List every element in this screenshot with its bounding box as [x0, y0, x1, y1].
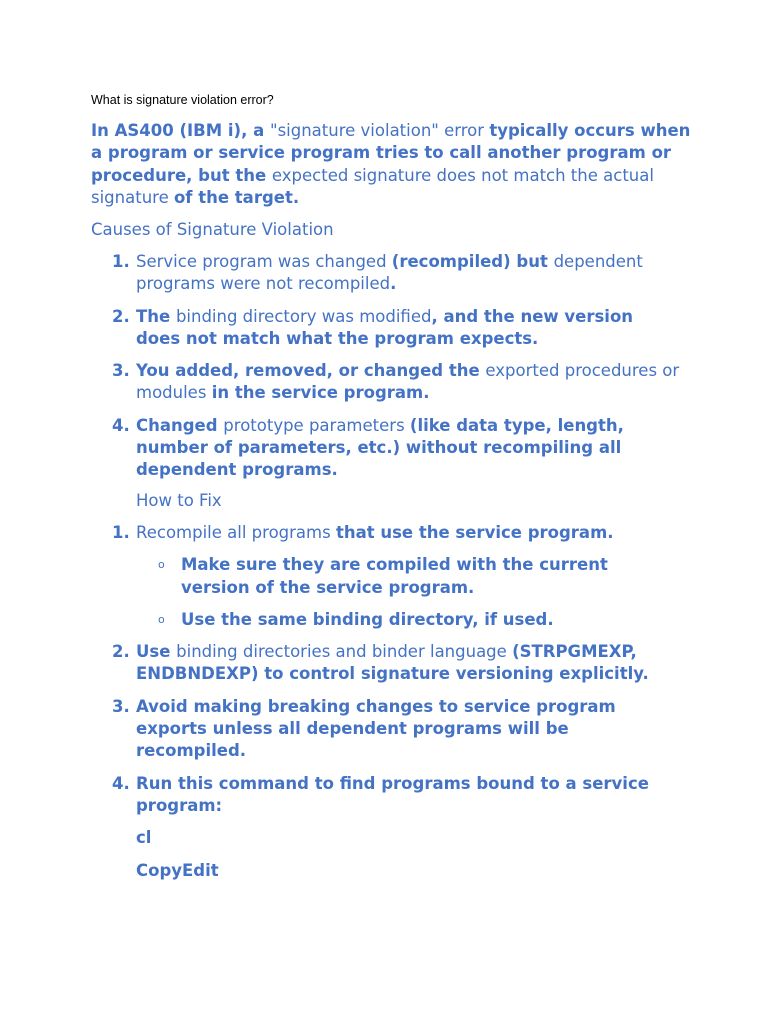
cause-3-text-b: exported procedures or modules [136, 361, 680, 403]
fix-4-text-a: Run this command to find programs bound to a service program: [136, 773, 649, 815]
fix-number-2: 2. [112, 642, 130, 662]
cause-item-3 [0, 360, 681, 405]
fix-1-subitem-1 [136, 554, 641, 599]
intro-text-1: "signature violation" error [269, 121, 490, 140]
intro-text-2: expected signature does not match the actual signature [91, 165, 654, 207]
cause-number-3: 3. [112, 361, 130, 381]
cause-2-text-c: , and the new version does not match what the program expects. [136, 306, 634, 348]
causes-heading: Causes of Signature Violation [91, 220, 334, 239]
fix-1-text-a: Recompile all programs [136, 523, 336, 542]
fix-2-text-b: binding directories and binder language [176, 642, 513, 662]
fix-number-1: 1. [112, 523, 130, 542]
cause-3-text-a: You added, removed, or changed the [136, 361, 486, 381]
cause-1-text-b: (recompiled) but [391, 252, 554, 271]
intro-bold-3: of the target. [173, 187, 300, 207]
fix-1-subitem-2-text: Use the same binding directory, if used. [181, 609, 554, 629]
fix-list [0, 522, 681, 882]
cause-item-2 [0, 306, 681, 351]
cause-3-text-c: in the service program. [211, 383, 430, 403]
fix-item-2 [0, 641, 681, 686]
cause-1-text-c: dependent programs were not recompiled [136, 252, 643, 294]
fix-item-1 [0, 522, 681, 631]
cause-2-text-b: binding directory was modified [175, 306, 432, 326]
cause-4-text-b: prototype parameters [223, 415, 410, 435]
cause-1-text-d: . [390, 274, 397, 294]
cause-item-1 [0, 251, 681, 296]
intro-paragraph [91, 120, 691, 209]
bullet-icon: o [158, 612, 165, 626]
cause-number-2: 2. [112, 306, 130, 326]
cause-number-1: 1. [112, 252, 130, 271]
causes-list [0, 251, 681, 492]
fix-1-sublist [136, 554, 681, 631]
cause-1-text-a: Service program was changed [136, 252, 392, 271]
cause-item-4 [0, 415, 681, 482]
fix-number-3: 3. [112, 696, 130, 716]
fix-heading: How to Fix [136, 491, 222, 510]
fix-2-text-c: (STRPGMEXP, ENDBNDEXP) to control signature versioning explicitly. [136, 642, 649, 684]
fix-item-3 [0, 696, 681, 763]
cause-2-text-a: The [136, 306, 176, 326]
intro-bold-2: typically occurs when a program or service program tries to call another program or procedure, but the [91, 121, 691, 185]
code-language-label: cl [136, 828, 152, 848]
fix-1-text-b: that use the service program. [335, 523, 614, 542]
fix-3-text-a: Avoid making breaking changes to service program exports unless all dependent programs will be recompiled. [136, 696, 616, 761]
fix-item-4 [0, 773, 681, 882]
fix-1-subitem-2 [136, 609, 641, 631]
cause-4-text-c: (like data type, length, number of parameters, etc.) without recompiling all dependent programs. [136, 415, 624, 480]
copy-edit-button[interactable]: CopyEdit [136, 860, 219, 880]
fix-2-text-a: Use [136, 642, 177, 662]
question-title: What is signature violation error? [91, 93, 274, 107]
cause-number-4: 4. [112, 415, 130, 435]
fix-1-subitem-1-text: Make sure they are compiled with the current version of the service program. [181, 555, 608, 597]
cause-4-text-a: Changed [136, 415, 224, 435]
fix-number-4: 4. [112, 773, 130, 793]
bullet-icon: o [158, 558, 165, 572]
intro-bold-1: In AS400 (IBM i), a [91, 121, 270, 140]
